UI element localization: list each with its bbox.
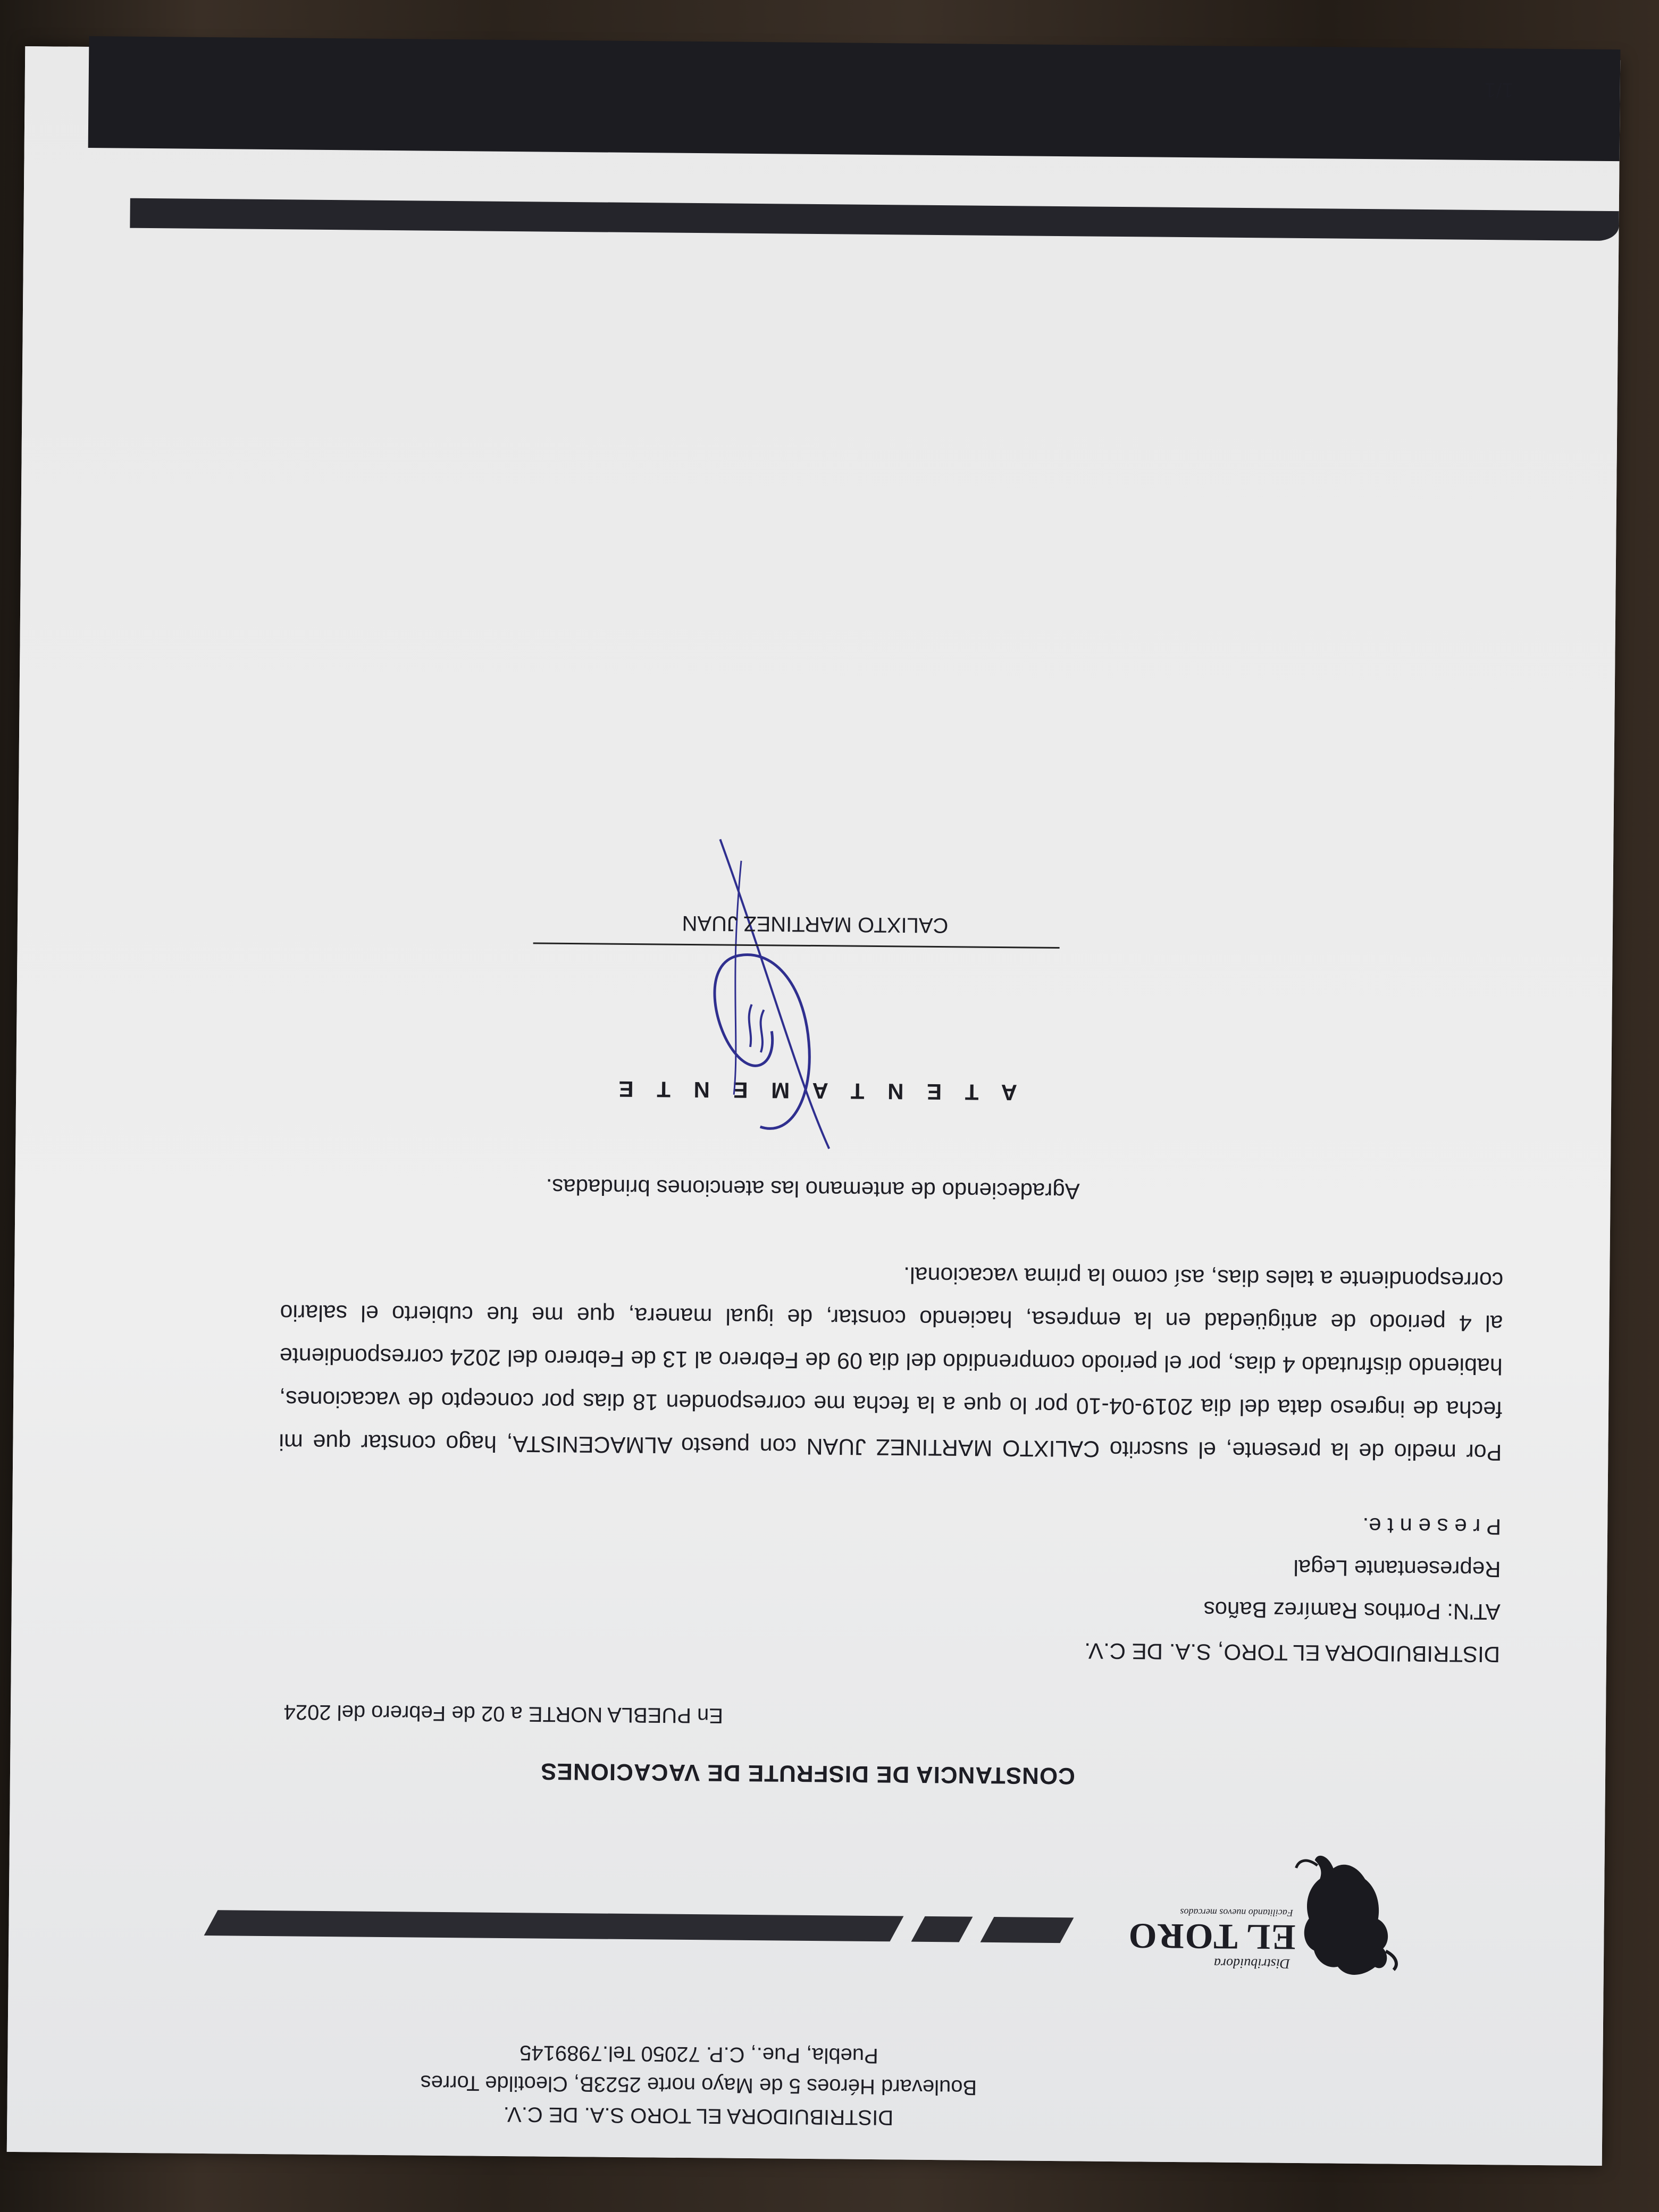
- logo-tagline: Facilitando nuevos mercados: [1180, 1907, 1293, 1918]
- logo-brand-text: EL TORO: [1127, 1916, 1296, 1958]
- document-content: [7, 46, 1620, 2166]
- company-name: DISTRIBUIDORA EL TORO S.A. DE C.V.: [503, 2102, 894, 2130]
- header-stripe-2: [911, 1916, 973, 1942]
- company-header: [353, 2036, 1044, 2134]
- date-line: En PUEBLA NORTE a 02 de Febrero del 2024: [283, 1700, 724, 1728]
- bull-icon: [1290, 1849, 1408, 1989]
- header-stripes: [189, 1909, 1067, 1943]
- footer-bar-thin: [130, 198, 1619, 241]
- closing-atentamente: A T E N T A M E N T E: [610, 1076, 1018, 1105]
- footer-bars: [23, 68, 1620, 241]
- header-stripe-1: [981, 1917, 1074, 1943]
- brand-row: [9, 1838, 1605, 1990]
- addressee-presente: P r e s e n t e.: [1362, 1513, 1502, 1540]
- addressee-block: [1084, 1502, 1502, 1675]
- company-logo: [1109, 1848, 1408, 1989]
- handwritten-signature: [627, 817, 896, 1160]
- header-stripe-3: [204, 1910, 904, 1941]
- company-address-line1: Boulevard Héroes 5 de Mayo norte 2523B, Cleotilde Torres: [420, 2071, 977, 2099]
- document-title: CONSTANCIA DE DISFRUTE DE VACACIONES: [540, 1758, 1076, 1789]
- addressee-role: Representante Legal: [1293, 1555, 1501, 1582]
- company-address-line2: Puebla, Pue., C.P. 72050 Tel.7989145: [519, 2041, 878, 2068]
- body-paragraph: Por medio de la presente, el suscrito CALIXTO MARTINEZ JUAN con puesto ALMACENISTA, hago constar que mi fecha de ingreso data del dia 2019-04-10 por lo que a la fecha me corresponden 18 dias por concepto de vacaciones, habiendo disfrutado 4 dias, por el periodo comprendido del dia 09 de Febrero al 13 de Febrero del 2024 correspondiente al 4 periodo de antigüedad en la empresa, haciendo constar, de igual manera, que me fue cubierto el salario correspondiente a tales dias, así como la prima vacacional.: [279, 1262, 1504, 1465]
- page-number: 1/1: [1484, 78, 1514, 102]
- logo-small-text: Distribuidora: [1213, 1955, 1291, 1972]
- document-sheet: [7, 46, 1620, 2166]
- footer-bar-wide: [88, 36, 1621, 161]
- addressee-company: DISTRIBUIDORA EL TORO, S.A. DE C.V.: [1084, 1638, 1501, 1668]
- addressee-attention: AT'N: Porthos Ramírez Baños: [1203, 1597, 1501, 1625]
- closing-thanks: Agradeciendo de antemano las atenciones brindadas.: [546, 1174, 1080, 1204]
- signer-name: CALIXTO MARTINEZ JUAN: [682, 911, 949, 937]
